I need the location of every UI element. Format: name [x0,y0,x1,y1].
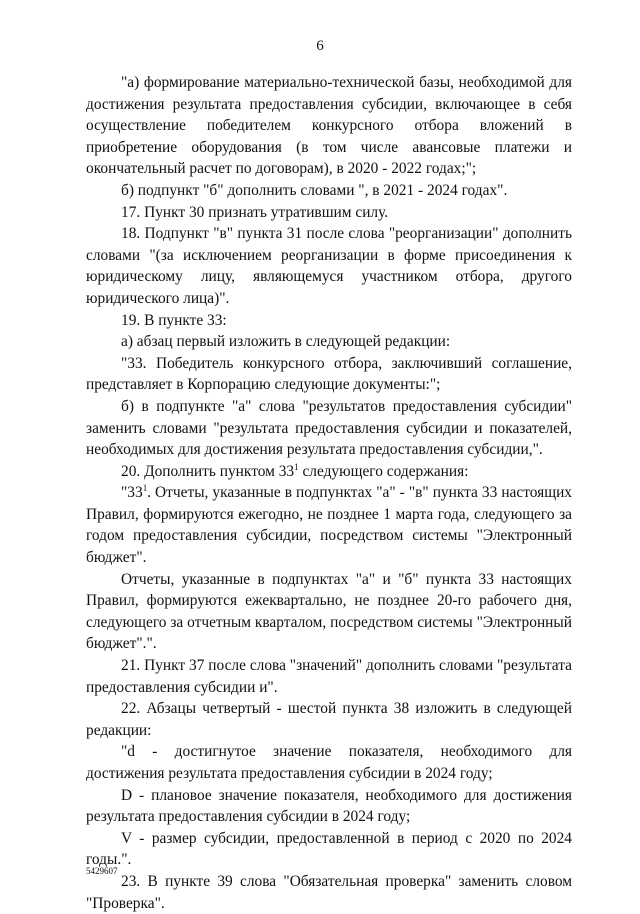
paragraph-33-quote: "33. Победитель конкурсного отбора, заключивший соглашение, представляет в Корпорацию следующие документы:"; [86,354,572,394]
paragraph-18: 18. Подпункт "в" пункта 31 после слова "реорганизации" дополнить словами "(за исключением реорганизации в форме присоединения к юридическому лицу, являющемуся участником отбора, другого юридического лица)". [86,225,572,307]
paragraph-33-1 [86,482,572,568]
document-code: 5429607 [86,866,118,876]
paragraph-22-V: V - размер субсидии, предоставленной в период с 2020 по 2024 годы.". [86,829,572,869]
paragraph-23: 23. В пункте 39 слова "Обязательная проверка" заменить словом "Проверка". [86,872,572,912]
paragraph-22-D: D - плановое значение показателя, необходимого для достижения результата предоставления субсидии в 2024 году; [86,786,572,826]
paragraph-amendment-b: б) подпункт "б" дополнить словами ", в 2021 - 2024 годах". [121,181,508,199]
paragraph-amendment-a: "а) формирование материально-технической базы, необходимой для достижения результата предоставления субсидии, включающее в себя осуществление победителем конкурсного отбора вложений в приобретение оборудования (в том числе авансовые платежи и окончательный расчет по договорам), в 2020 - 2022 годах;"; [86,74,572,178]
page-number: 6 [316,38,324,54]
paragraph-33-1-superscript: 1 [142,483,148,494]
paragraph-33-1-text-end: . Отчеты, указанные в подпунктах "а" - "в" пункта 33 настоящих Правил, формируются ежегодно, не позднее 1 марта года, следующего за годом предоставления субсидии, посредством системы "Электронный бюджет". [86,484,572,567]
paragraph-20 [86,461,572,483]
paragraph-19: 19. В пункте 33: [121,311,227,329]
paragraph-22-d: "d - достигнутое значение показателя, необходимого для достижения результата предоставления субсидии в 2024 году; [86,743,572,782]
paragraph-19-a: а) абзац первый изложить в следующей редакции: [121,333,451,351]
paragraph-20-text-end: следующего содержания: [298,462,469,480]
paragraph-21: 21. Пункт 37 после слова "значений" дополнить словами "результата предоставления субсидии и". [86,657,572,696]
paragraph-17: 17. Пункт 30 признать утратившим силу. [121,203,389,221]
paragraph-20-text-start: 20. Дополнить пунктом 33 [121,462,295,480]
paragraph-33-1-text-start: "33 [121,484,143,502]
document-body [86,72,572,914]
paragraph-19-b: б) в подпункте "а" слова "результатов предоставления субсидии" заменить словами "результата предоставления субсидии и показателей, необходимых для достижения результата предоставления субсидии,". [86,397,572,459]
paragraph-22: 22. Абзацы четвертый - шестой пункта 38 изложить в следующей редакции: [86,700,572,739]
paragraph-20-superscript: 1 [294,461,299,472]
paragraph-quarterly-reports: Отчеты, указанные в подпунктах "а" и "б" пункта 33 настоящих Правил, формируются ежеквартально, не позднее 20-го рабочего дня, следующего за отчетным кварталом, посредством системы "Электронный бюджет".". [86,570,572,653]
